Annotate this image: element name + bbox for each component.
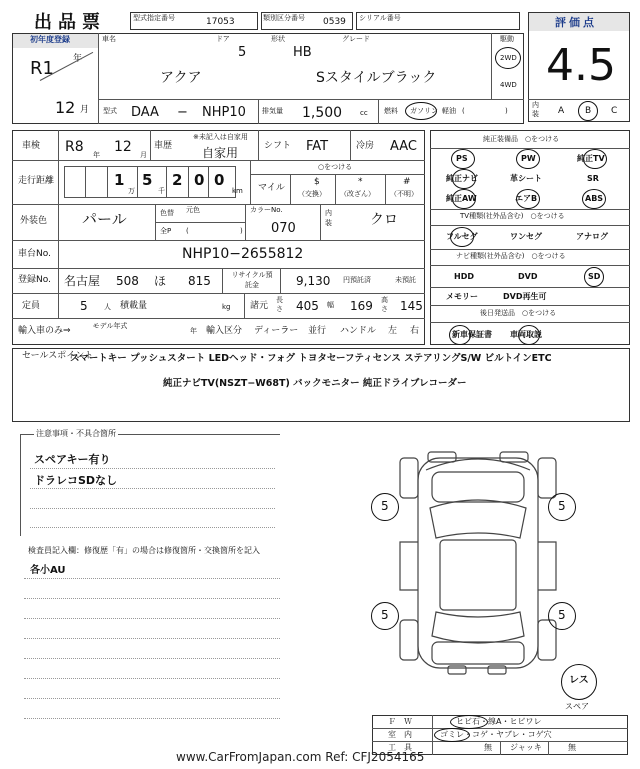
kei-paren-open: (: [462, 107, 465, 115]
meter-modified: *: [358, 177, 363, 187]
divider: [166, 166, 167, 198]
navi-header: ナビ種類(社外品含む) ○をつける: [456, 252, 566, 260]
divider: [12, 204, 425, 205]
type-dash: −: [177, 105, 188, 120]
history-note: ※未記入は自家用: [193, 133, 248, 141]
meter-circle-note: ○をつける: [318, 163, 353, 171]
fuel-circle: [405, 102, 437, 120]
disp-unit: cc: [360, 109, 368, 117]
shift-label: シフト: [264, 141, 292, 151]
divider: [378, 99, 379, 124]
divider: [24, 638, 280, 639]
import-type-label: 輸入区分: [206, 326, 243, 336]
divider: [280, 268, 281, 293]
meter-unknown-sub: （不明）: [390, 190, 418, 198]
car-name-label: 車名: [102, 35, 116, 43]
divider: [350, 130, 351, 160]
divider: [491, 33, 492, 99]
recycle-value: 9,130: [296, 274, 331, 288]
divider: [188, 166, 189, 198]
capacity-value: 5: [80, 299, 88, 313]
equip-navi: 純正ナビ: [446, 174, 478, 183]
divider: [137, 166, 138, 198]
divider: [98, 99, 524, 100]
divider: [258, 130, 259, 160]
divider: [548, 741, 549, 755]
kei-label: 軽油: [442, 107, 456, 115]
history-value: 自家用: [202, 146, 239, 160]
dims-label: 諸元: [250, 301, 269, 311]
navi-sd: SD: [588, 272, 601, 281]
divider: [58, 293, 59, 318]
selling-points-line1: スマートキー プッシュスタート LEDヘッド・フォグ トヨタセーフティセンス ステアリングS/W ビルトインETC: [70, 353, 552, 364]
shape-value: HB: [293, 45, 312, 60]
height-label: 高さ: [381, 296, 388, 313]
tire-front-left-value: 5: [381, 499, 389, 513]
reg-area: 名古屋: [64, 274, 101, 288]
divider: [58, 268, 59, 293]
divider: [24, 718, 280, 719]
divider: [155, 222, 245, 223]
later-warranty-circle: [449, 325, 471, 345]
equip-leather: 革シート: [510, 174, 542, 183]
mileage-digit-7: 0: [214, 171, 225, 189]
shape-label: 形状: [271, 35, 285, 43]
reg-kana: ほ: [154, 274, 167, 288]
interior-grade-a: A: [558, 106, 565, 116]
divider: [500, 741, 501, 755]
tools-label: 工 具: [388, 743, 412, 752]
equip-airbag: エアB: [515, 194, 538, 203]
reg-label: 登録No.: [18, 275, 51, 285]
divider: [290, 174, 291, 204]
later-warranty: 新車保証書: [452, 330, 492, 339]
chassis-label: 車台No.: [18, 249, 51, 259]
tire-rear-left-value: 5: [381, 608, 389, 622]
mileage-unit: km: [232, 187, 243, 195]
meter-exchange-sub: （交換）: [298, 190, 326, 198]
divider: [430, 209, 630, 210]
later-manual: 車両取説: [510, 330, 542, 339]
mileage-digit-6: 0: [194, 171, 205, 189]
shaken-label: 車検: [22, 141, 41, 151]
fw-value: ヒビ石・線A・ヒビワレ: [456, 717, 542, 726]
later-manual-circle: [518, 325, 540, 345]
model-code-value: 17053: [206, 17, 235, 27]
divider: [12, 240, 425, 241]
width-value: 169: [350, 299, 373, 313]
chassis-value: NHP10−2655812: [182, 246, 304, 262]
first-reg-month: 12: [55, 98, 76, 117]
recycle-label: リサイクル預託金: [231, 271, 273, 289]
color-no-value: 070: [271, 221, 296, 236]
ac-value: AAC: [390, 139, 417, 154]
tools-value: 無: [484, 743, 492, 752]
drive-label: 駆動: [500, 35, 514, 43]
jack-value: 無: [568, 743, 576, 752]
reg-number: 815: [188, 274, 211, 288]
dealer-label: ディーラー: [254, 326, 299, 336]
drive-circle: [495, 47, 521, 69]
mileage-digit-5: 2: [172, 171, 183, 189]
class-no-label: 類別区分番号: [263, 14, 305, 22]
equip-abs: ABS: [585, 194, 604, 203]
room-circle: [434, 728, 470, 742]
tv-fullseg: フルセグ: [446, 232, 478, 241]
divider: [30, 508, 275, 509]
divider: [58, 130, 59, 268]
interior-grade-c: C: [611, 106, 618, 116]
divider: [30, 488, 275, 489]
original-color-label: 元色: [186, 206, 200, 214]
divider: [24, 578, 280, 579]
type-code: NHP10: [202, 105, 246, 120]
divider: [150, 130, 151, 160]
inspector-note-1: 各小AU: [30, 565, 66, 576]
notes-label: 注意事項・不具合箇所: [36, 429, 116, 438]
door-value: 5: [238, 45, 247, 60]
interior-color-label: 内装: [325, 209, 332, 227]
drive-4wd: 4WD: [500, 81, 517, 89]
recycle-unit: 円預託済: [343, 276, 371, 284]
divider: [430, 287, 630, 288]
divider: [24, 658, 280, 659]
fw-circle: [450, 715, 488, 729]
divider: [250, 160, 251, 204]
shaken-month-unit: 月: [140, 151, 147, 159]
mileage-digit-3: 1: [114, 171, 125, 189]
evaluation-score: 4.5: [546, 40, 616, 91]
mileage-sen: 千: [158, 187, 165, 195]
mile-label: マイル: [258, 183, 285, 193]
first-reg-era: R1: [30, 58, 54, 79]
jack-label: ジャッキ: [510, 743, 542, 752]
navi-hdd: HDD: [454, 272, 474, 281]
model-year-unit: 年: [190, 327, 197, 335]
spare-tire-value: レス: [569, 675, 589, 686]
equip-pw: PW: [521, 154, 536, 163]
note-2: ドラレコSDなし: [34, 474, 118, 487]
later-header: 後日発送品 ○をつける: [480, 309, 557, 317]
divider: [12, 318, 425, 319]
model-code-label: 型式指定番号: [133, 14, 175, 22]
divider: [335, 174, 336, 204]
car-diagram: [370, 430, 580, 700]
divider: [107, 166, 108, 198]
meter-exchange: $: [314, 177, 320, 187]
spare-tire-label: スペア: [565, 702, 589, 711]
tire-rear-right-value: 5: [558, 608, 566, 622]
divider: [12, 268, 425, 269]
history-label: 車歴: [154, 141, 173, 151]
navi-dvd-play: DVD再生可: [503, 292, 547, 301]
equip-aw: 純正AW: [446, 194, 477, 203]
equip-header: 純正装備品 ○をつける: [483, 135, 560, 143]
mileage-digit-4: 5: [142, 171, 153, 189]
divider: [432, 715, 433, 755]
divider: [385, 174, 386, 204]
divider: [430, 305, 630, 306]
divider: [372, 728, 628, 729]
mileage-label: 走行距離: [18, 176, 55, 186]
selling-points-label: セールスポイント: [22, 351, 94, 361]
serial-label: シリアル番号: [359, 14, 401, 22]
grade-label: グレード: [342, 35, 370, 43]
divider: [430, 225, 630, 226]
interior-color-value: クロ: [370, 212, 398, 228]
fuel-label: 燃料: [384, 107, 398, 115]
equip-abs-circle: [582, 189, 606, 209]
footer-watermark: www.CarFromJapan.com Ref: CFJ2054165: [176, 750, 425, 764]
divider: [30, 468, 275, 469]
type-label: 型式: [103, 107, 117, 115]
width-label: 幅: [327, 301, 334, 309]
capacity-label: 定員: [22, 301, 41, 311]
equip-ps-circle: [451, 149, 475, 169]
interior-label: 内装: [532, 101, 539, 118]
car-name: アクア: [160, 70, 202, 86]
tv-header: TV種類(社外品含む) ○をつける: [460, 212, 565, 220]
divider: [245, 204, 246, 240]
divider: [24, 678, 280, 679]
equip-tv-circle: [583, 149, 607, 169]
divider: [250, 174, 425, 175]
door-label: ドア: [216, 35, 230, 43]
divider: [85, 166, 86, 198]
divider: [258, 99, 259, 124]
interior-grade-circle: [578, 101, 598, 121]
length-label: 長さ: [276, 296, 283, 313]
divider: [98, 33, 99, 124]
fuel-value: ガソリン: [410, 107, 438, 115]
equip-pw-circle: [516, 149, 540, 169]
divider: [320, 204, 321, 240]
equip-sr: SR: [587, 174, 599, 183]
kei-paren-close: ): [505, 107, 508, 115]
original-color-paren-open: (: [186, 227, 189, 235]
grade-name: Sスタイルブラック: [316, 70, 437, 86]
color-change-label: 色替: [160, 209, 174, 217]
inspector-label: 検査員記入欄：修復歴「有」の場合は修復箇所・交換箇所を記入: [28, 546, 260, 555]
divider: [24, 618, 280, 619]
divider: [12, 160, 425, 161]
evaluation-label: 評価点: [555, 16, 597, 29]
navi-memory: メモリー: [446, 292, 478, 301]
divider: [30, 527, 275, 528]
color-value: パール: [82, 210, 127, 228]
meter-unknown: #: [403, 177, 411, 187]
equip-aw-circle: [452, 189, 476, 209]
first-reg-month-unit: 月: [80, 105, 90, 115]
all-paint-label: 全P: [160, 227, 172, 235]
tv-oneseg: ワンセグ: [510, 232, 542, 241]
divider: [208, 166, 209, 198]
load-label: 積載量: [120, 301, 148, 311]
shift-value: FAT: [306, 139, 329, 154]
handle-label: ハンドル: [340, 326, 377, 336]
reg-class: 508: [116, 274, 139, 288]
type-prefix: DAA: [131, 105, 159, 120]
shaken-era: R8: [65, 139, 84, 155]
tv-fullseg-circle: [450, 227, 474, 247]
divider: [244, 293, 245, 318]
divider: [430, 249, 630, 250]
room-label: 室 内: [388, 730, 412, 739]
capacity-unit: 人: [104, 303, 111, 311]
import-label: 輸入車のみ⇒: [18, 326, 71, 336]
mileage-man: 万: [128, 187, 135, 195]
original-color-paren-close: ): [240, 227, 243, 235]
handle-right: 右: [410, 326, 420, 336]
meter-modified-sub: （改ざん）: [340, 190, 375, 198]
drive-2wd: 2WD: [500, 54, 517, 62]
document-title: 出品票: [34, 12, 106, 33]
shaken-month: 12: [114, 139, 132, 155]
divider: [430, 265, 630, 266]
divider: [24, 698, 280, 699]
equip-navi-circle: [452, 169, 476, 189]
load-unit: kg: [222, 303, 231, 311]
divider: [222, 268, 223, 293]
class-no-value: 0539: [323, 17, 346, 27]
disp-label: 排気量: [262, 107, 283, 115]
color-label: 外装色: [20, 216, 48, 226]
note-1: スペアキー有り: [34, 453, 111, 466]
divider: [12, 293, 425, 294]
parallel-label: 並行: [308, 326, 327, 336]
disp-value: 1,500: [302, 105, 343, 121]
height-value: 145: [400, 299, 423, 313]
equip-tv: 純正TV: [577, 154, 605, 163]
ac-label: 冷房: [356, 141, 375, 151]
equip-ps: PS: [456, 154, 468, 163]
first-reg-label: 初年度登録: [30, 35, 70, 44]
first-reg-year-unit: 年: [73, 54, 83, 64]
color-no-label: カラーNo.: [250, 206, 283, 214]
room-value: ゴミレ・コゲ・ヤブレ・コゲ穴: [440, 730, 552, 739]
interior-grade-b: B: [585, 106, 592, 116]
divider: [430, 322, 630, 323]
navi-dvd: DVD: [518, 272, 538, 281]
divider: [528, 99, 630, 100]
selling-points-line2: 純正ナビTV(NSZT−W68T) バックモニター 純正ドライブレコーダー: [163, 378, 467, 389]
recycle-status: 未預託: [395, 276, 416, 284]
tv-analog: アナログ: [576, 232, 608, 241]
handle-left: 左: [388, 326, 398, 336]
length-value: 405: [296, 299, 319, 313]
equip-airbag-circle: [516, 189, 540, 209]
navi-sd-circle: [584, 267, 604, 287]
shaken-year-unit: 年: [93, 151, 100, 159]
fw-label: Ｆ Ｗ: [388, 717, 412, 726]
divider: [24, 598, 280, 599]
tire-front-right-value: 5: [558, 499, 566, 513]
model-year-label: モデル年式: [92, 322, 128, 330]
